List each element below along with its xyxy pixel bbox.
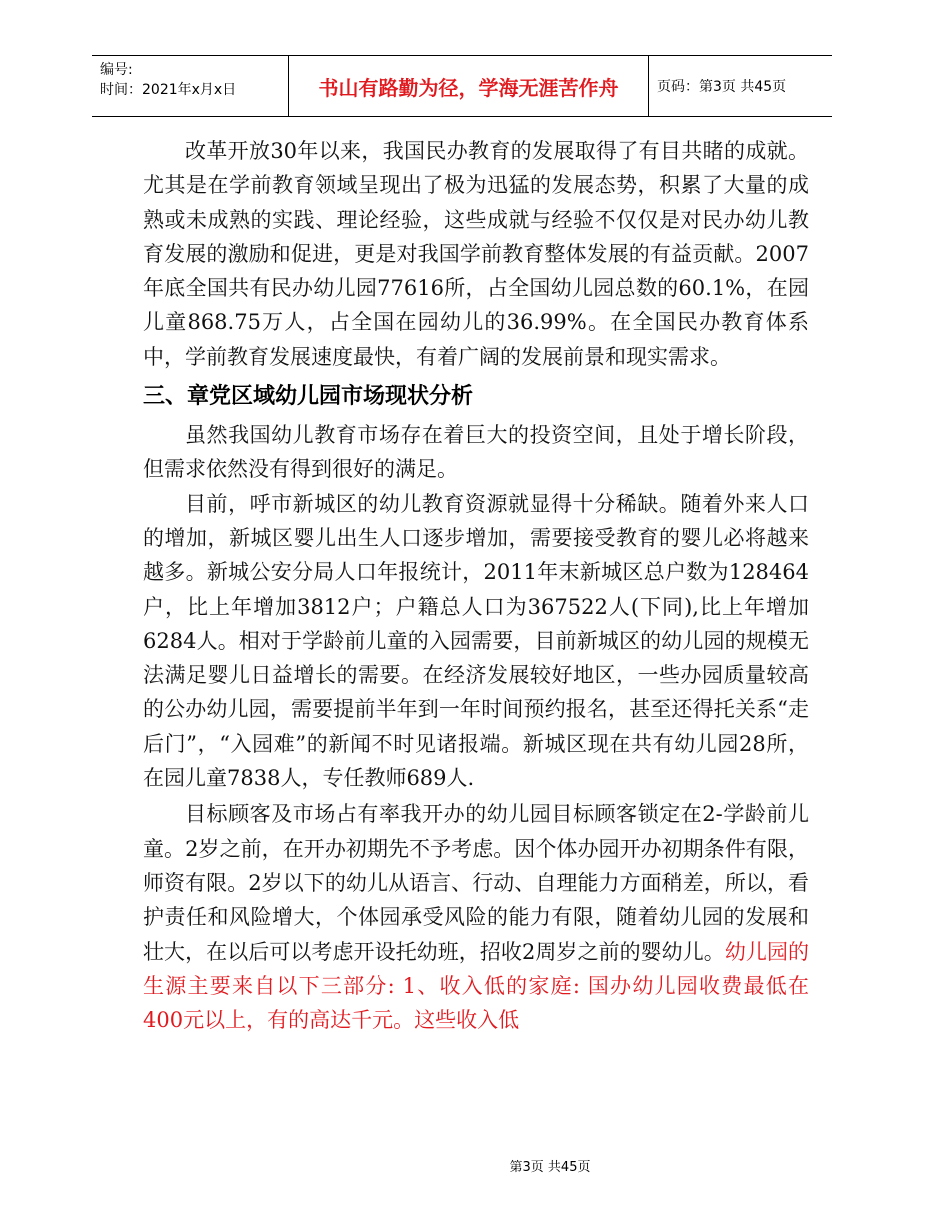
section-heading: 三、章党区域幼儿园市场现状分析 bbox=[143, 384, 474, 410]
paragraph-2: 虽然我国幼儿教育市场存在着巨大的投资空间，且处于增长阶段，但需求依然没有得到很好的满足。 bbox=[143, 423, 809, 482]
paragraph-4-highlight: 幼儿园的生源主要来自以下三部分: 1、收入低的家庭: 国办幼儿园收费最低在400元以上，有的高达千元。这些收入低 bbox=[143, 939, 810, 1033]
paragraph-4 bbox=[143, 797, 809, 1037]
paragraph-1: 改革开放30年以来，我国民办教育的发展取得了有目共睹的成就。尤其是在学前教育领域呈现出了极为迅猛的发展态势，积累了大量的成熟或未成熟的实践、理论经验，这些成就与经验不仅仅是对民办幼儿教育发展的激励和促进，更是对我国学前教育整体发展的有益贡献。2007年底全国共有民办幼儿园77616所，占全国幼儿园总数的60.1%，在园儿童868.75万人，占全国在园幼儿的36.99%。在全国民办教育体系中，学前教育发展速度最快，有着广阔的发展前景和现实需求。 bbox=[143, 139, 809, 369]
time-label: 时间：2021年x月x日 bbox=[100, 82, 237, 98]
paragraph-4-text: 目标顾客及市场占有率我开办的幼儿园目标顾客锁定在2-学龄前儿童。2岁之前，在开办初期先不予考虑。因个体办园开办初期条件有限，师资有限。2岁以下的幼儿从语言、行动、自理能力方面稍差，所以，看护责任和风险增大，个体园承受风险的能力有限，随着幼儿园的发展和壮大，在以后可以考虑开设托幼班，招收2周岁之前的婴幼儿。 bbox=[143, 802, 809, 964]
header-page-number: 页码：第3页 共45页 bbox=[657, 79, 787, 95]
header-meta bbox=[100, 60, 286, 100]
page-header bbox=[92, 55, 832, 117]
document-body bbox=[143, 134, 809, 1037]
page-footer: 第3页 共45页 bbox=[509, 1160, 591, 1175]
code-label: 编号: bbox=[100, 62, 133, 78]
header-motto: 书山有路勤为径，学海无涯苦作舟 bbox=[318, 75, 619, 100]
paragraph-3: 目前，呼市新城区的幼儿教育资源就显得十分稀缺。随着外来人口的增加，新城区婴儿出生人口逐步增加，需要接受教育的婴儿必将越来越多。新城公安分局人口年报统计，2011年末新城区总户数为128464户，比上年增加3812户；户籍总人口为367522人(下同),比上年增加6284人。相对于学龄前儿童的入园需要，目前新城区的幼儿园的规模无法满足婴儿日益增长的需要。在经济发展较好地区，一些办园质量较高的公办幼儿园，需要提前半年到一年时间预约报名，甚至还得托关系“走后门”，“入园难”的新闻不时见诸报端。新城区现在共有幼儿园28所，在园儿童7838人，专任教师689人. bbox=[143, 491, 809, 791]
